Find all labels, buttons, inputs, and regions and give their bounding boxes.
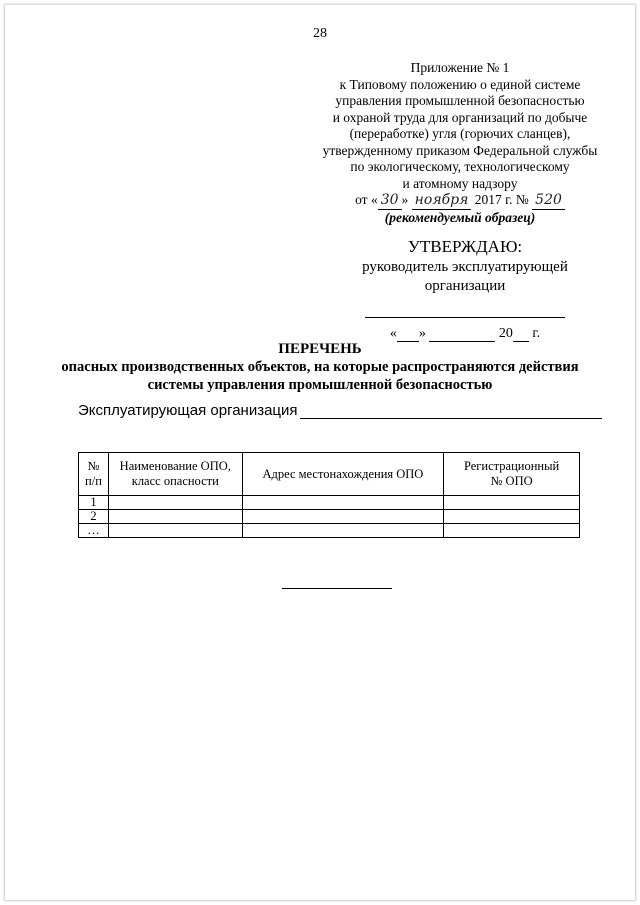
appendix-block xyxy=(310,60,610,226)
year-prefix: 20 xyxy=(498,326,513,341)
date-close-quote: » xyxy=(418,326,426,341)
date-prefix: от « xyxy=(355,192,378,207)
table-row xyxy=(79,524,580,538)
approval-role-line1: руководитель эксплуатирующей xyxy=(362,259,568,275)
appendix-line: управления промышленной безопасностью xyxy=(335,93,585,108)
table-row xyxy=(79,496,580,510)
header-number: № п/п xyxy=(79,453,109,496)
opo-table xyxy=(78,452,580,538)
row-number: 2 xyxy=(79,510,109,524)
header-address: Адрес местонахождения ОПО xyxy=(242,453,444,496)
organization-blank xyxy=(300,402,602,419)
appendix-line: Приложение № 1 xyxy=(410,60,510,75)
organization-field xyxy=(78,402,602,419)
appendix-line: по экологическому, технологическому xyxy=(350,159,570,174)
recommended-sample-note: (рекомендуемый образец) xyxy=(384,209,536,225)
approval-block xyxy=(345,236,585,342)
appendix-line: к Типовому положению о единой системе xyxy=(339,76,581,92)
end-divider xyxy=(282,588,392,589)
organization-label: Эксплуатирующая организация xyxy=(78,402,298,419)
heading-line2: системы управления промышленной безопасностью xyxy=(147,377,493,393)
page-title: ПЕРЕЧЕНЬ xyxy=(278,341,362,357)
heading-line1: опасных производственных объектов, на которые распространяются действия xyxy=(61,359,579,375)
handwritten-number: 520 xyxy=(532,192,565,210)
appendix-line: утвержденному приказом Федеральной службы xyxy=(322,142,598,158)
handwritten-month: ноября xyxy=(412,192,472,210)
row-number: … xyxy=(79,524,109,538)
table-row xyxy=(79,510,580,524)
order-date-line xyxy=(310,192,610,210)
day-close: » xyxy=(401,192,409,207)
appendix-line: (переработке) угля (горючих сланцев), xyxy=(349,126,571,141)
approval-title: УТВЕРЖДАЮ: xyxy=(407,237,523,256)
header-reg-number: Регистрационный № ОПО xyxy=(444,453,580,496)
table-header-row xyxy=(79,453,580,496)
header-name: Наименование ОПО, класс опасности xyxy=(108,453,242,496)
appendix-line: и охраной труда для организаций по добыче xyxy=(332,109,588,125)
approval-role-line2: организации xyxy=(424,278,506,294)
date-open-quote: « xyxy=(389,326,397,341)
year-text: 2017 г. № xyxy=(474,192,529,207)
signature-line xyxy=(365,317,565,318)
row-number: 1 xyxy=(79,496,109,510)
appendix-line: и атомному надзору xyxy=(402,175,518,191)
list-heading xyxy=(0,340,640,394)
year-suffix: г. xyxy=(532,326,541,341)
handwritten-day: 30 xyxy=(378,192,402,210)
page-number: 28 xyxy=(313,26,327,41)
